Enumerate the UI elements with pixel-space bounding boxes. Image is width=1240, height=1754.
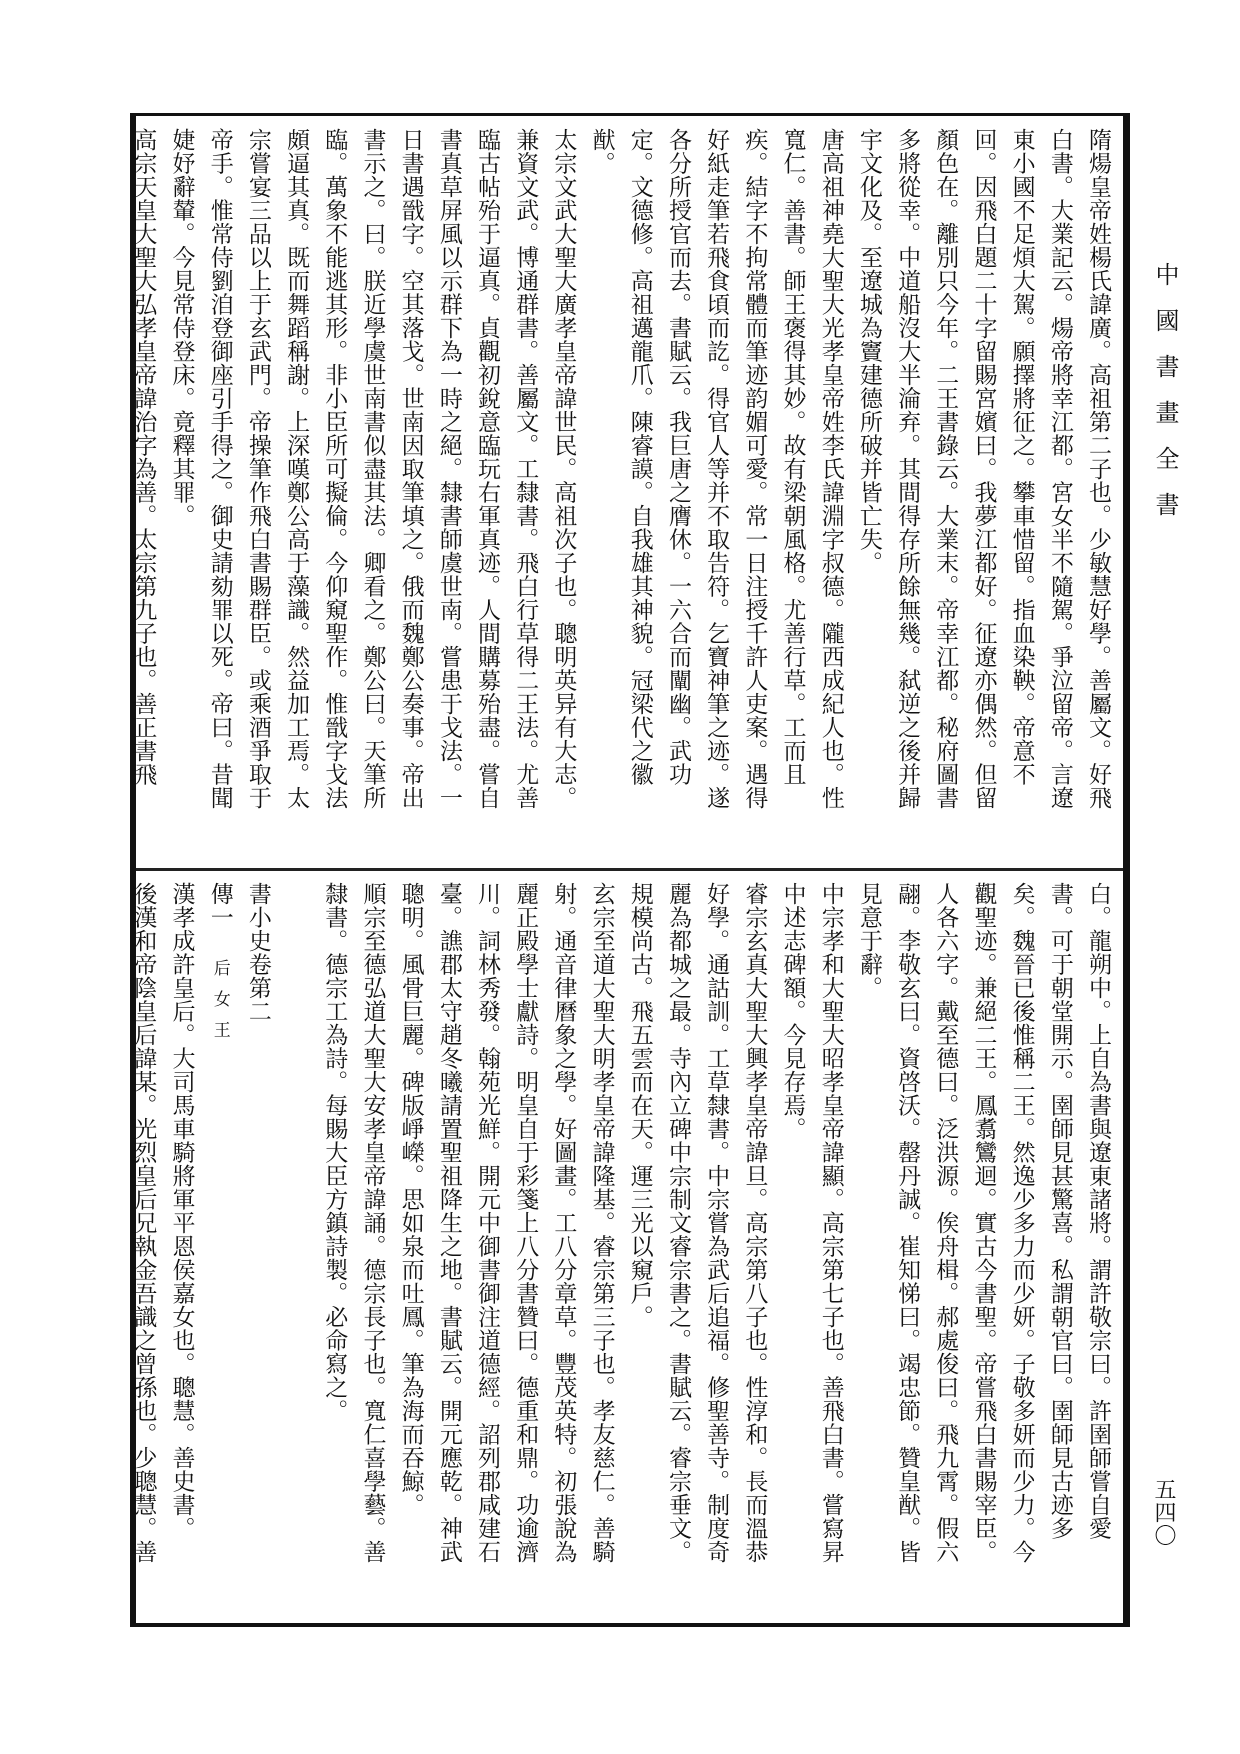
text-column: 定。文德修。高祖邁龍爪。陳睿謨。自我雄其神貌。冠梁代之徽	[626, 128, 653, 786]
column-text: 書。可于朝堂開示。圉師見甚驚喜。私謂朝官曰。圉師見古迹多	[1046, 882, 1073, 1540]
column-text: 漢孝成許皇后。大司馬車騎將軍平恩侯嘉女也。聰慧。善史書。	[168, 882, 195, 1540]
text-column	[773, 882, 811, 1617]
column-text: 白。龍朔中。上自為書與遼東諸將。謂許敬宗曰。許圉師嘗自愛	[1085, 882, 1111, 1540]
text-column: 頗逼其真。既而舞蹈稱謝。上深嘆鄭公高于藻識。然益加工焉。太	[283, 128, 310, 810]
chapter-heading-column	[201, 882, 239, 1617]
text-column	[544, 882, 582, 1617]
column-text: 順宗至德弘道大聖大安孝皇帝諱誦。德宗長子也。寬仁喜學藝。善	[359, 882, 386, 1564]
text-column	[277, 882, 315, 1617]
text-column	[468, 882, 506, 1617]
text-column: 臨古帖殆于逼真。貞觀初銳意臨玩右軍真迹。人間購募殆盡。嘗自	[474, 128, 500, 810]
text-column	[926, 882, 964, 1617]
column-text: 矣。魏晉已後惟稱二王。然逸少多力而少妍。子敬多妍而少力。今	[1008, 882, 1035, 1564]
text-column: 帝手。惟常侍劉洎登御座引手得之。御史請劾罪以死。帝曰。昔聞	[206, 128, 233, 810]
text-column: 疾。結字不拘常體而筆迹韵媚可愛。常一日注授千許人吏案。遇得	[741, 128, 768, 810]
text-column	[239, 882, 277, 1617]
column-text: 後漢和帝陰皇后諱某。光烈皇后兄執金吾識之曾孫也。少聰慧。善	[130, 882, 157, 1564]
text-column: 唐高祖神堯大聖大光孝皇帝姓李氏諱淵字叔德。隴西成紀人也。性	[817, 128, 844, 810]
text-column	[621, 882, 659, 1617]
text-column	[1041, 882, 1079, 1617]
text-column: 日書遇戩字。空其落戈。世南因取筆填之。俄而魏鄭公奏事。帝出	[397, 128, 424, 810]
column-text: 見意于辭。	[855, 882, 882, 1000]
column-text: 隸書。德宗工為詩。每賜大臣方鎮詩製。必命寫之。	[321, 882, 348, 1423]
text-column	[391, 882, 429, 1617]
column-text: 規模尚古。飛五雲而在天。運三光以窺戶。	[626, 882, 653, 1329]
text-column: 宗嘗宴三品以上于玄武門。帝操筆作飛白書賜群臣。或乘酒爭取于	[244, 128, 271, 810]
register-divider	[136, 868, 1123, 871]
text-column	[964, 882, 1002, 1617]
text-column: 兼資文武。博通群書。善屬文。工隸書。飛白行草得二王法。尤善	[512, 128, 539, 810]
column-text: 玄宗至道大聖大明孝皇帝諱隆基。睿宗第三子也。孝友慈仁。善騎	[588, 882, 615, 1564]
column-text: 臺。譙郡太守趙冬曦請置聖祖降生之地。書賦云。開元應乾。神武	[435, 882, 462, 1564]
text-column: 好紙走筆若飛食頃而訖。得官人等并不取告符。乞寶神筆之迹。遂	[703, 128, 730, 810]
text-column	[697, 882, 735, 1617]
column-text: 傳一	[206, 882, 233, 929]
text-column	[582, 882, 620, 1617]
text-column: 猷。	[588, 128, 615, 175]
column-text: 中述志碑額。今見存焉。	[779, 882, 806, 1141]
upper-register	[130, 128, 1123, 866]
column-text: 睿宗玄真大聖大興孝皇帝諱旦。高宗第八子也。性淳和。長而溫恭	[741, 882, 768, 1564]
text-column	[124, 882, 162, 1617]
text-column: 宇文化及。至遼城為竇建德所破并皆亡失。	[855, 128, 882, 575]
text-column	[353, 882, 391, 1617]
text-column	[888, 882, 926, 1617]
column-text: 麗正殿學士獻詩。明皇自于彩箋上八分書贊曰。德重和鼎。功逾濟	[512, 882, 539, 1564]
text-column: 高宗天皇大聖大弘孝皇帝諱治字為善。太宗第九子也。善正書飛	[130, 128, 157, 786]
column-text: 中宗孝和大聖大昭孝皇帝諱顯。高宗第七子也。善飛白書。嘗寫昇	[817, 882, 844, 1564]
section-subtitle: 后女王	[209, 959, 230, 1052]
column-text: 翮。李敬玄曰。資啓沃。罄丹誠。崔知悌曰。竭忠節。贊皇猷。皆	[894, 882, 921, 1564]
column-text: 麗為都城之最。寺內立碑中宗制文睿宗書之。書賦云。睿宗垂文。	[664, 882, 691, 1564]
text-column: 隋煬皇帝姓楊氏諱廣。高祖第二子也。少敏慧好學。善屬文。好飛	[1085, 128, 1111, 810]
text-column: 臨。萬象不能逃其形。非小臣所可擬倫。今仰窺聖作。惟戩字戈法	[321, 128, 348, 810]
text-column: 東小國不足煩大駕。願擇將征之。攀車惜留。指血染鞅。帝意不	[1008, 128, 1035, 786]
text-column: 各分所授官而去。書賦云。我巨唐之膺休。一六合而闡幽。武功	[664, 128, 691, 786]
page-number: 五四〇	[1151, 1478, 1176, 1547]
text-column: 白書。大業記云。煬帝將幸江都。宮女半不隨駕。爭泣留帝。言遼	[1046, 128, 1073, 810]
text-column	[162, 882, 200, 1617]
text-column	[850, 882, 888, 1617]
column-text: 書小史卷第二	[244, 882, 271, 1023]
text-column: 太宗文武大聖大廣孝皇帝諱世民。高祖次子也。聰明英异有大志。	[550, 128, 577, 810]
running-header-title: 中國書畫全書	[1151, 262, 1179, 538]
column-text: 川。詞林秀發。翰苑光鮮。開元中御書御注道德經。詔列郡咸建石	[474, 882, 500, 1564]
text-column: 多將從幸。中道船沒大半淪弃。其間得存所餘無幾。弑逆之後并歸	[894, 128, 921, 810]
text-column	[1002, 882, 1040, 1617]
column-text: 聰明。風骨巨麗。碑版崢嶸。思如泉而吐鳳。筆為海而吞鯨。	[397, 882, 424, 1517]
text-column	[506, 882, 544, 1617]
text-column: 書真草屏風以示群下為一時之絕。隸書師虞世南。嘗患于戈法。一	[435, 128, 462, 810]
text-column	[430, 882, 468, 1617]
text-column	[315, 882, 353, 1617]
text-column: 寬仁。善書。師王褒得其妙。故有梁朝風格。尤善行草。工而且	[779, 128, 806, 786]
text-column: 顏色在。離別只今年。二王書錄云。大業末。帝幸江都。秘府圖書	[932, 128, 959, 810]
column-text: 好學。通詁訓。工草隸書。中宗嘗為武后追福。修聖善寺。制度奇	[703, 882, 730, 1564]
text-column: 婕妤辭輦。今見常侍登床。竟釋其罪。	[168, 128, 195, 528]
column-text: 人各六字。戴至德曰。泛洪源。俟舟楫。郝處俊曰。飛九霄。假六	[932, 882, 959, 1564]
text-column	[812, 882, 850, 1617]
text-column	[735, 882, 773, 1617]
text-column	[659, 882, 697, 1617]
text-column: 書示之。曰。朕近學虞世南書似盡其法。卿看之。鄭公曰。天筆所	[359, 128, 386, 810]
text-column: 回。因飛白題二十字留賜宮嬪曰。我夢江都好。征遼亦偶然。但留	[970, 128, 997, 810]
text-column	[1079, 882, 1117, 1617]
column-text: 射。通音律曆象之學。好圖畫。工八分章草。豐茂英特。初張說為	[550, 882, 577, 1564]
page-frame	[130, 113, 1130, 1627]
lower-register	[130, 882, 1123, 1617]
column-text: 觀聖迹。兼絕二王。鳳翥鸞迴。實古今書聖。帝嘗飛白書賜宰臣。	[970, 882, 997, 1564]
